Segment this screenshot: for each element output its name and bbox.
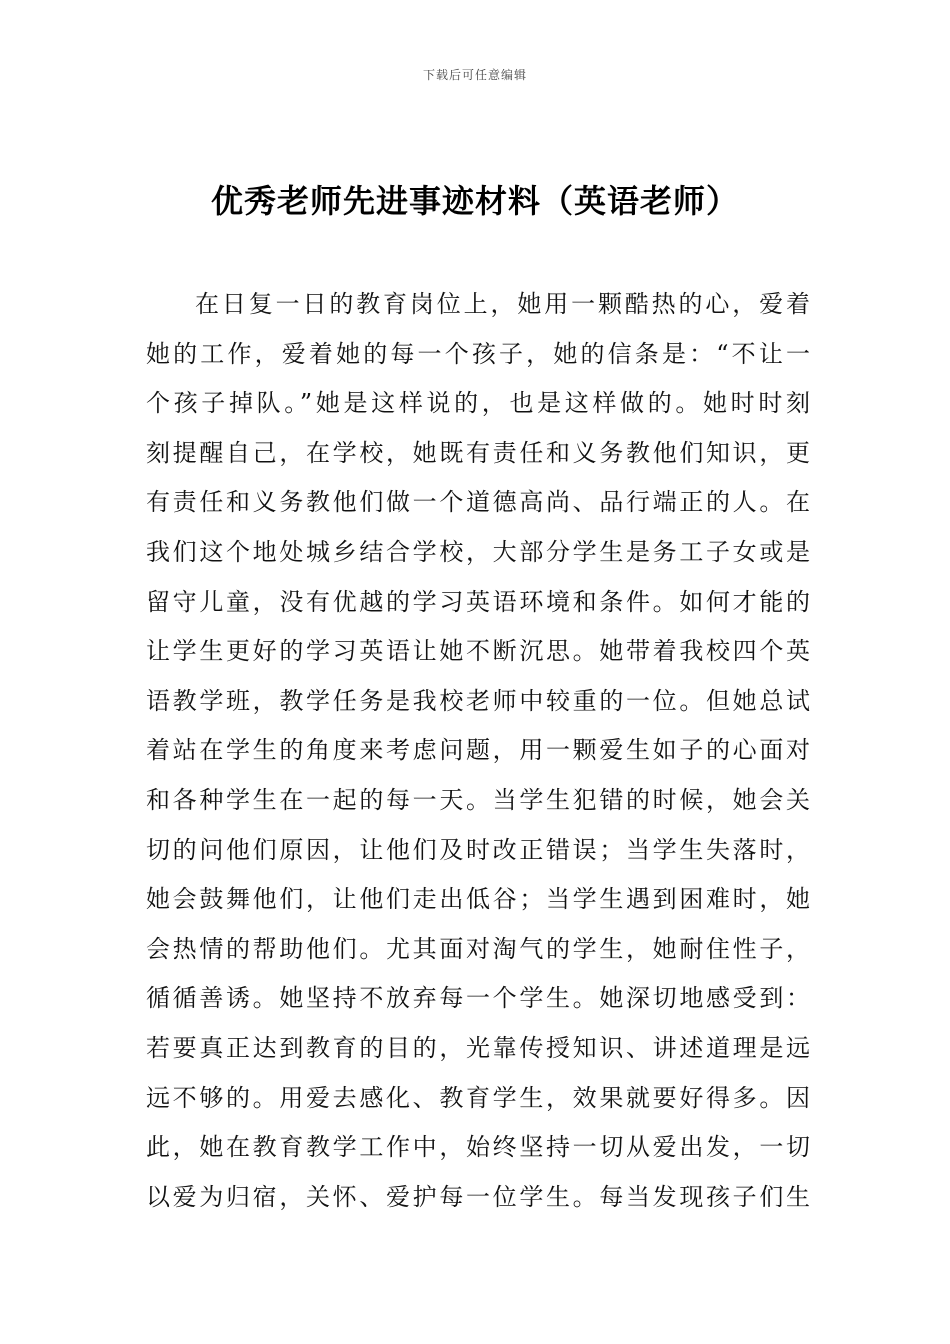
paragraph-line: 远不够的。用爱去感化、教育学生，效果就要好得多。因 xyxy=(146,1083,810,1112)
paragraph-line: 刻提醒自己，在学校，她既有责任和义务教他们知识，更 xyxy=(146,438,810,467)
paragraph-line: 会热情的帮助他们。尤其面对淘气的学生，她耐住性子， xyxy=(146,934,810,963)
paragraph-line: 若要真正达到教育的目的，光靠传授知识、讲述道理是远 xyxy=(146,1033,810,1062)
paragraph-line: 循循善诱。她坚持不放弃每一个学生。她深切地感受到： xyxy=(146,984,810,1013)
paragraph-line: 她的工作，爱着她的每一个孩子，她的信条是：“不让一 xyxy=(146,339,810,368)
paragraph-line: 此，她在教育教学工作中，始终坚持一切从爱出发，一切 xyxy=(146,1133,810,1162)
header-note: 下载后可任意编辑 xyxy=(422,68,527,82)
paragraph-line: 留守儿童，没有优越的学习英语环境和条件。如何才能的 xyxy=(146,587,810,616)
paragraph-line: 和各种学生在一起的每一天。当学生犯错的时候，她会关 xyxy=(146,785,810,814)
paragraph-line: 语教学班，教学任务是我校老师中较重的一位。但她总试 xyxy=(146,686,810,715)
paragraph-line: 个孩子掉队。”她是这样说的，也是这样做的。她时时刻 xyxy=(146,389,810,418)
paragraph-line: 在日复一日的教育岗位上，她用一颗酷热的心，爱着 xyxy=(195,290,810,318)
paragraph-line: 以爱为归宿，关怀、爱护每一位学生。每当发现孩子们生 xyxy=(146,1182,810,1211)
document-title: 优秀老师先进事迹材料（英语老师） xyxy=(210,182,739,220)
paragraph-line: 她会鼓舞他们，让他们走出低谷；当学生遇到困难时，她 xyxy=(146,885,810,914)
paragraph-line: 切的问他们原因，让他们及时改正错误；当学生失落时， xyxy=(146,835,810,864)
paragraph-line: 让学生更好的学习英语让她不断沉思。她带着我校四个英 xyxy=(146,637,810,666)
paragraph-line: 着站在学生的角度来考虑问题，用一颗爱生如子的心面对 xyxy=(146,736,810,765)
paragraph-line: 有责任和义务教他们做一个道德高尚、品行端正的人。在 xyxy=(146,488,810,517)
paragraph-line: 我们这个地处城乡结合学校，大部分学生是务工子女或是 xyxy=(146,537,810,566)
body-paragraph xyxy=(146,280,810,1222)
